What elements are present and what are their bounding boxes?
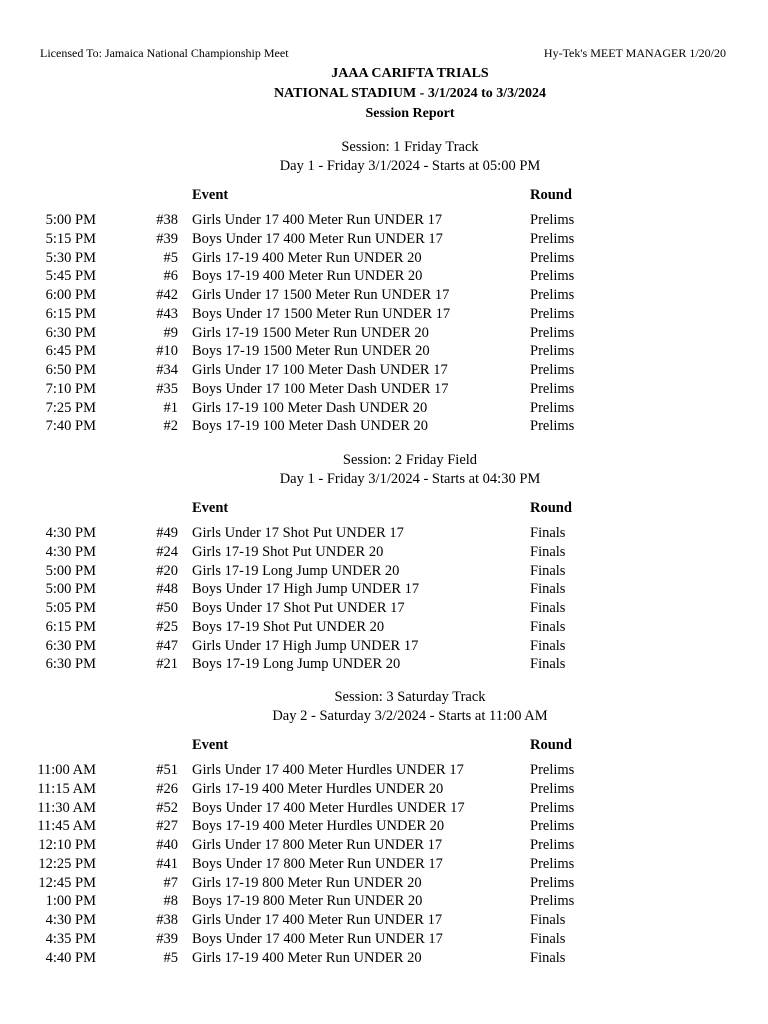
event-round: Prelims	[530, 762, 575, 778]
event-time: 11:00 AM	[37, 762, 96, 778]
event-name: Boys 17-19 Shot Put UNDER 20	[192, 618, 385, 635]
event-number: #51	[156, 762, 178, 778]
software-text: Hy-Tek's MEET MANAGER 1/20/20	[543, 46, 726, 60]
event-time: 11:30 AM	[37, 799, 96, 816]
event-name: Boys Under 17 400 Meter Run UNDER 17	[192, 230, 443, 247]
table-row	[0, 399, 768, 418]
report-name: Session Report	[365, 106, 455, 121]
table-row	[0, 949, 768, 968]
table-row	[0, 524, 768, 543]
event-number: #39	[156, 930, 178, 947]
event-number: #35	[156, 380, 178, 397]
event-time: 6:15 PM	[45, 618, 96, 635]
event-round: Prelims	[530, 780, 575, 797]
event-time: 6:45 PM	[45, 343, 96, 360]
table-row	[0, 342, 768, 361]
event-round: Prelims	[530, 893, 575, 910]
event-round: Prelims	[530, 230, 575, 247]
report-title-block	[0, 64, 768, 124]
event-number: #47	[156, 637, 178, 654]
event-number: #48	[156, 581, 178, 598]
column-header-event: Event	[192, 737, 229, 753]
event-number: #6	[163, 268, 178, 285]
event-round: Prelims	[530, 874, 575, 891]
event-name: Girls 17-19 800 Meter Run UNDER 20	[192, 874, 422, 891]
event-name: Boys Under 17 400 Meter Hurdles UNDER 17	[192, 799, 465, 816]
event-name: Girls Under 17 400 Meter Hurdles UNDER 17	[192, 762, 464, 778]
event-time: 12:25 PM	[38, 855, 96, 872]
event-number: #42	[156, 287, 178, 303]
event-round: Prelims	[530, 249, 575, 266]
event-number: #7	[163, 874, 178, 891]
event-round: Finals	[530, 930, 566, 947]
event-round: Finals	[530, 656, 566, 673]
event-number: #5	[163, 249, 178, 266]
table-row	[0, 361, 768, 380]
event-round: Prelims	[530, 418, 575, 435]
session-name: Session: 1 Friday Track	[341, 139, 479, 155]
event-time: 6:30 PM	[45, 656, 96, 673]
event-round: Finals	[530, 618, 566, 635]
table-row	[0, 562, 768, 581]
event-name: Boys Under 17 100 Meter Dash UNDER 17	[192, 380, 449, 397]
table-row	[0, 892, 768, 911]
event-name: Boys Under 17 Shot Put UNDER 17	[192, 600, 405, 616]
event-round: Prelims	[530, 799, 575, 816]
table-row	[0, 249, 768, 268]
event-name: Girls Under 17 100 Meter Dash UNDER 17	[192, 362, 448, 378]
event-name: Girls 17-19 Long Jump UNDER 20	[192, 562, 400, 579]
table-row	[0, 817, 768, 836]
event-round: Finals	[530, 637, 566, 654]
event-name: Boys 17-19 1500 Meter Run UNDER 20	[192, 343, 430, 360]
event-time: 5:05 PM	[45, 600, 96, 616]
column-header-round: Round	[530, 187, 572, 203]
event-number: #24	[156, 543, 178, 560]
event-name: Boys Under 17 400 Meter Run UNDER 17	[192, 930, 443, 947]
session-heading	[0, 451, 768, 489]
table-row	[0, 324, 768, 343]
event-name: Boys 17-19 100 Meter Dash UNDER 20	[192, 418, 429, 435]
table-row	[0, 230, 768, 249]
event-time: 1:00 PM	[45, 893, 96, 910]
event-number: #52	[156, 799, 178, 816]
event-time: 6:50 PM	[45, 362, 96, 378]
event-number: #8	[163, 893, 178, 910]
table-row	[0, 799, 768, 818]
event-number: #43	[156, 305, 178, 322]
event-number: #26	[156, 780, 178, 797]
table-row	[0, 911, 768, 930]
event-name: Boys 17-19 400 Meter Run UNDER 20	[192, 268, 423, 285]
event-round: Prelims	[530, 818, 575, 835]
report-top-line	[40, 46, 726, 62]
event-number: #27	[156, 818, 178, 835]
event-number: #49	[156, 525, 178, 541]
event-number: #21	[156, 656, 178, 673]
event-name: Girls 17-19 1500 Meter Run UNDER 20	[192, 324, 429, 341]
event-time: 4:30 PM	[45, 525, 96, 541]
table-row	[0, 780, 768, 799]
event-name: Girls Under 17 400 Meter Run UNDER 17	[192, 912, 443, 928]
event-time: 11:45 AM	[37, 818, 96, 835]
event-time: 6:15 PM	[45, 305, 96, 322]
table-row	[0, 211, 768, 230]
event-name: Girls Under 17 Shot Put UNDER 17	[192, 525, 404, 541]
event-round: Finals	[530, 562, 566, 579]
session-heading	[0, 688, 768, 726]
event-round: Prelims	[530, 837, 575, 853]
event-round: Prelims	[530, 362, 575, 378]
event-number: #5	[163, 949, 178, 966]
table-row	[0, 874, 768, 893]
event-time: 11:15 AM	[37, 780, 96, 797]
event-name: Girls 17-19 400 Meter Hurdles UNDER 20	[192, 780, 444, 797]
session-day: Day 2 - Saturday 3/2/2024 - Starts at 11:00 AM	[272, 708, 548, 724]
table-row	[0, 417, 768, 436]
event-time: 7:10 PM	[45, 380, 96, 397]
event-round: Finals	[530, 600, 566, 616]
event-name: Girls Under 17 High Jump UNDER 17	[192, 637, 419, 654]
event-number: #2	[163, 418, 178, 435]
event-number: #39	[156, 230, 178, 247]
event-time: 5:00 PM	[45, 581, 96, 598]
event-round: Prelims	[530, 399, 575, 416]
table-row	[0, 655, 768, 674]
event-name: Boys 17-19 400 Meter Hurdles UNDER 20	[192, 818, 445, 835]
event-number: #38	[156, 212, 178, 228]
event-name: Boys Under 17 High Jump UNDER 17	[192, 581, 420, 598]
session-day: Day 1 - Friday 3/1/2024 - Starts at 04:30 PM	[279, 471, 541, 487]
table-row	[0, 286, 768, 305]
table-row	[0, 855, 768, 874]
event-name: Boys 17-19 800 Meter Run UNDER 20	[192, 893, 423, 910]
session-name: Session: 2 Friday Field	[342, 452, 478, 468]
event-time: 4:40 PM	[45, 949, 96, 966]
event-time: 6:30 PM	[45, 637, 96, 654]
meet-title: JAAA CARIFTA TRIALS	[331, 66, 489, 81]
event-name: Boys Under 17 800 Meter Run UNDER 17	[192, 855, 443, 872]
event-time: 12:10 PM	[38, 837, 96, 853]
table-row	[0, 580, 768, 599]
event-round: Prelims	[530, 212, 575, 228]
table-row	[0, 305, 768, 324]
event-round: Prelims	[530, 305, 575, 322]
event-time: 4:30 PM	[45, 543, 96, 560]
event-time: 5:15 PM	[45, 230, 96, 247]
event-time: 6:00 PM	[45, 287, 96, 303]
event-time: 4:35 PM	[45, 930, 96, 947]
table-row	[0, 380, 768, 399]
event-round: Finals	[530, 912, 566, 928]
event-number: #20	[156, 562, 178, 579]
event-name: Girls 17-19 Shot Put UNDER 20	[192, 543, 384, 560]
column-header-event: Event	[192, 187, 229, 203]
event-round: Prelims	[530, 287, 575, 303]
event-time: 6:30 PM	[45, 324, 96, 341]
column-header-round: Round	[530, 737, 572, 753]
table-row	[0, 618, 768, 637]
event-round: Prelims	[530, 324, 575, 341]
event-number: #34	[156, 362, 178, 378]
table-row	[0, 599, 768, 618]
event-name: Boys 17-19 Long Jump UNDER 20	[192, 656, 401, 673]
table-row	[0, 267, 768, 286]
event-round: Finals	[530, 543, 566, 560]
event-round: Finals	[530, 949, 566, 966]
event-time: 5:30 PM	[45, 249, 96, 266]
event-number: #50	[156, 600, 178, 616]
event-time: 4:30 PM	[45, 912, 96, 928]
event-number: #41	[156, 855, 178, 872]
column-header-round: Round	[530, 500, 572, 516]
event-name: Girls Under 17 1500 Meter Run UNDER 17	[192, 287, 450, 303]
session-heading	[0, 138, 768, 176]
event-time: 12:45 PM	[38, 874, 96, 891]
event-time: 7:25 PM	[45, 399, 96, 416]
event-number: #1	[163, 399, 178, 416]
event-round: Prelims	[530, 343, 575, 360]
event-name: Girls Under 17 800 Meter Run UNDER 17	[192, 837, 443, 853]
column-header-event: Event	[192, 500, 229, 516]
event-round: Finals	[530, 581, 566, 598]
event-number: #25	[156, 618, 178, 635]
table-row	[0, 637, 768, 656]
event-round: Prelims	[530, 268, 575, 285]
event-round: Prelims	[530, 855, 575, 872]
venue-dates: NATIONAL STADIUM - 3/1/2024 to 3/3/2024	[273, 86, 547, 101]
event-name: Girls 17-19 400 Meter Run UNDER 20	[192, 249, 422, 266]
event-time: 5:00 PM	[45, 212, 96, 228]
session-name: Session: 3 Saturday Track	[334, 689, 486, 705]
event-time: 5:45 PM	[45, 268, 96, 285]
event-name: Girls 17-19 100 Meter Dash UNDER 20	[192, 399, 428, 416]
event-round: Prelims	[530, 380, 575, 397]
table-row	[0, 930, 768, 949]
event-round: Finals	[530, 525, 566, 541]
table-row	[0, 543, 768, 562]
license-text: Licensed To: Jamaica National Championship Meet	[40, 46, 289, 60]
event-number: #40	[156, 837, 178, 853]
session-day: Day 1 - Friday 3/1/2024 - Starts at 05:00 PM	[279, 158, 541, 174]
event-number: #38	[156, 912, 178, 928]
event-name: Boys Under 17 1500 Meter Run UNDER 17	[192, 305, 451, 322]
event-name: Girls Under 17 400 Meter Run UNDER 17	[192, 212, 443, 228]
event-number: #9	[163, 324, 178, 341]
event-time: 5:00 PM	[45, 562, 96, 579]
event-time: 7:40 PM	[45, 418, 96, 435]
table-row	[0, 836, 768, 855]
event-number: #10	[156, 343, 178, 360]
event-name: Girls 17-19 400 Meter Run UNDER 20	[192, 949, 422, 966]
table-row	[0, 761, 768, 780]
